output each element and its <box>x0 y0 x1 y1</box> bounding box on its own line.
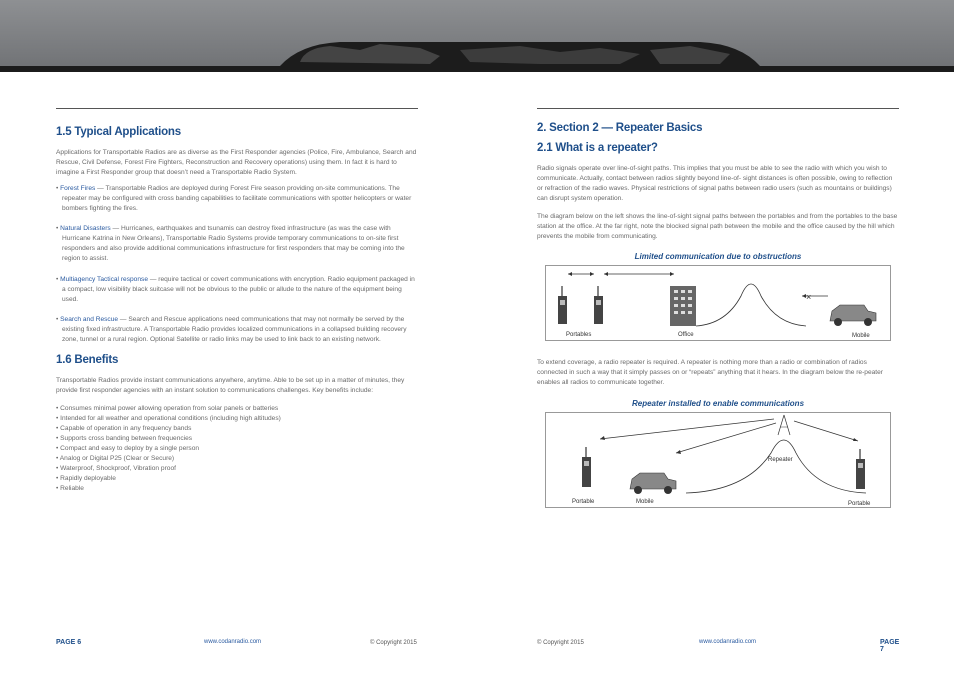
paragraph: Applications for Transportable Radios are as diverse as the First Responder agencies (Police, Fire, Ambulance, Search and Rescue, Civil Defense, Forest Fire Fighters, Reconstruction and Recovery operations) using them. In fact it is hard to imagine a First Responder group that doesn’t need a Transportable Radio System. <box>56 149 417 176</box>
bullet-text: — require tactical or covert communications with encryption. Radio equipment packaged in a compact, low visibility black suitcase will not be obvious to the public or allude to the nature of the equipment being used. <box>62 276 415 303</box>
repeater-diagram <box>546 413 890 507</box>
list-item: • Rapidly deployable <box>56 475 116 482</box>
bullet-term: Natural Disasters <box>60 225 111 232</box>
label-mobile: Mobile <box>852 333 870 339</box>
world-map-banner <box>0 0 954 72</box>
website-link[interactable]: www.codanradio.com <box>204 639 262 645</box>
diagram-caption-repeater: Repeater installed to enable communications <box>631 399 805 408</box>
label-mobile: Mobile <box>636 499 654 505</box>
label-portable-right: Portable <box>848 501 871 507</box>
page-right <box>537 72 899 675</box>
paragraph-repeater-coverage: To extend coverage, a radio repeater is required. A repeater is nothing more than a radio or combination of radios connected in such a way that it simply passes on or “repeats” anything that it hears. In the diagram below the re-peater enables all radios to communicate together. <box>537 359 883 386</box>
paragraph-diagram-description: The diagram below on the left shows the line-of-sight signal paths between the portables and from the portables to the base station at the office. At the far right, note the blocked signal path between the mobile and the office caused by the hill which prevents the mobile from communicating. <box>537 213 898 240</box>
portable-radio-icon <box>856 449 865 489</box>
diagram-limited-communication <box>545 265 891 341</box>
label-repeater: Repeater <box>768 457 793 463</box>
list-item: • Waterproof, Shockproof, Vibration proof <box>56 465 176 472</box>
office-building-icon <box>670 286 696 326</box>
label-office: Office <box>678 332 694 338</box>
typical-applications-intro <box>56 148 418 178</box>
bullet-term: Forest Fires <box>60 185 96 192</box>
list-item: • Intended for all weather and operational conditions (including high altitudes) <box>56 415 281 422</box>
paragraph: Transportable Radios provide instant communications anywhere, anytime. Able to be set up in a matter of minutes, they provide first responder agencies with an instant solution to communications challenges. Key benefits include: <box>56 377 405 394</box>
diagram-repeater-installed <box>545 412 891 508</box>
top-rule <box>537 108 899 109</box>
label-portables: Portables <box>566 332 592 338</box>
hill-outline <box>686 440 866 493</box>
page-left <box>56 72 418 675</box>
list-item: • Analog or Digital P25 (Clear or Secure) <box>56 455 175 462</box>
hill-outline <box>696 284 806 326</box>
list-item: • Consumes minimal power allowing operation from solar panels or batteries <box>56 405 279 412</box>
repeater-tower-icon <box>778 415 790 435</box>
application-bullet: • Forest Fires — Transportable Radios are deployed during Forest Fire season providing on-site communications. The repeater may be configured with cross banding capabilities to facilitate communications with spotter helicopters or water bombers fighting the fires. <box>56 185 412 212</box>
bullet-text: — Hurricanes, earthquakes and tsunamis can destroy fixed infrastructure (as was the case with Hurricane Katrina in New Orleans), Transportable Radio Systems provide temporary communications to on-site first responders and also provide additional communications infrastructure for first responders that may be coming into the region to assist. <box>62 225 405 262</box>
subsection-title-what-is-repeater: 2.1 What is a repeater? <box>537 142 658 154</box>
copyright: © Copyright 2015 <box>370 640 417 646</box>
bullet-text: — Search and Rescue applications need communications that may not normally be served by the existing fixed infrastructure. A Transportable Radio provides localized communications in a collapsed building recovery zone, tunnel or a rural region. Optional Satellite or radio links may be used to link back to an existing network. <box>62 316 407 343</box>
bullet-term: Multiagency Tactical response <box>60 276 148 283</box>
benefits-list <box>56 404 418 494</box>
section-title-repeater-basics: 2. Section 2 — Repeater Basics <box>537 122 703 134</box>
obstruction-diagram <box>546 266 890 340</box>
diagram-caption-limited: Limited communication due to obstructions <box>634 252 802 261</box>
benefits-intro <box>56 376 418 396</box>
paragraph-line-of-sight: Radio signals operate over line-of-sight paths. This implies that you must be able to see the radio with which you wish to communicate. Actually, contact between radios slightly beyond line-of- sight distances is often possible, owing to reflection or refraction of the radio waves. Physical restrictions of signal paths between radio users (such as mountains or buildings) can disrupt system operation. <box>537 165 893 202</box>
bullet-term: Search and Rescue <box>60 316 119 323</box>
header-band <box>0 0 954 72</box>
list-item: • Capable of operation in any frequency bands <box>56 425 192 432</box>
list-item: • Supports cross banding between frequencies <box>56 435 193 442</box>
application-bullet: • Search and Rescue — Search and Rescue applications need communications that may not normally be served by the existing fixed infrastructure. A Transportable Radio provides localized communications in a collapsed building recovery zone, tunnel or a rural region. Optional Satellite or radio links may be used to link back to an existing network. <box>56 316 407 343</box>
application-bullet: • Natural Disasters — Hurricanes, earthquakes and tsunamis can destroy fixed infrastructure (as was the case with Hurricane Katrina in New Orleans), Transportable Radio Systems provide temporary communications to on-site first responders and also provide additional communications infrastructure for first responders that may be coming into the region to assist. <box>56 225 405 262</box>
svg-text:×: × <box>806 292 812 302</box>
list-item: • Reliable <box>56 485 84 492</box>
list-item: • Compact and easy to deploy by a single person <box>56 445 200 452</box>
bullet-text: — Transportable Radios are deployed during Forest Fire season providing on-site communications. The repeater may be configured with cross banding capabilities to facilitate communications with spotter helicopters or water bombers fighting the fires. <box>62 185 412 212</box>
top-rule <box>56 108 418 109</box>
label-portable-left: Portable <box>572 499 595 505</box>
portable-radio-icon <box>582 447 591 487</box>
section-title-typical-applications: 1.5 Typical Applications <box>56 126 181 138</box>
copyright: © Copyright 2015 <box>537 640 584 646</box>
section-title-benefits: 1.6 Benefits <box>56 354 119 366</box>
page-number: PAGE 6 <box>56 639 82 646</box>
mobile-vehicle-icon <box>830 305 876 326</box>
application-bullet: • Multiagency Tactical response — require tactical or covert communications with encryption. Radio equipment packaged in a compact, low visibility black suitcase will not be obvious to the public or allude to the nature of the equipment being used. <box>56 276 415 303</box>
mobile-vehicle-icon <box>630 473 676 494</box>
page-number: PAGE 7 <box>880 639 900 653</box>
website-link[interactable]: www.codanradio.com <box>699 639 757 645</box>
